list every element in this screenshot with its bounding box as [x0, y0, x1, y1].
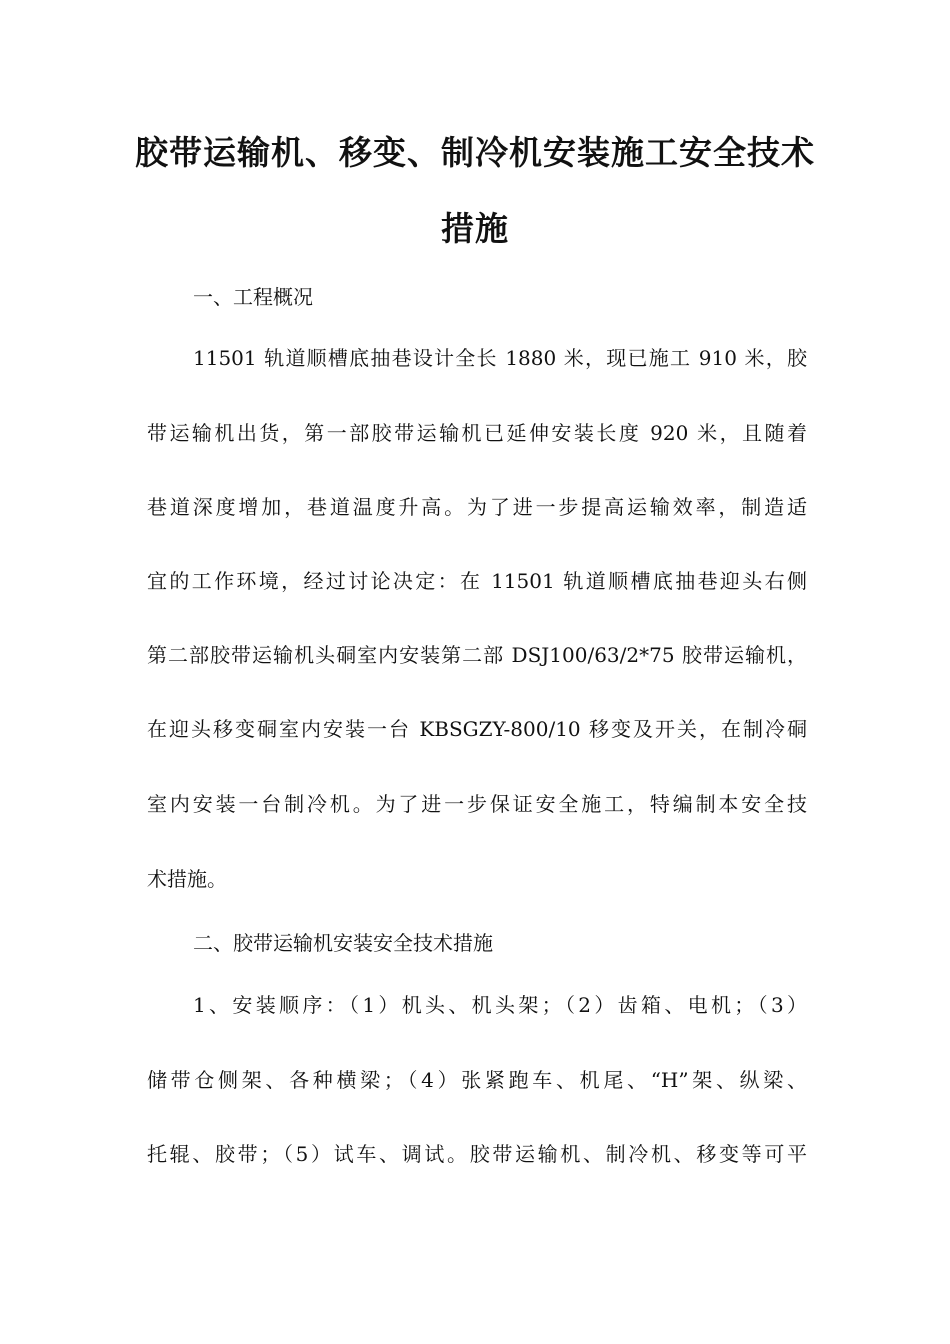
paragraph-line: 带运输机出货，第一部胶带运输机已延伸安装长度 920 米，且随着: [147, 421, 807, 445]
paragraph-line: 11501 轨道顺槽底抽巷设计全长 1880 米，现已施工 910 米，胶: [193, 346, 807, 370]
paragraph-line: 巷道深度增加，巷道温度升高。为了进一步提高运输效率，制造适: [147, 495, 807, 519]
paragraph-line: 术措施。: [147, 867, 227, 891]
section-heading-overview: 一、工程概况: [193, 285, 313, 309]
paragraph-line: 储带仓侧架、各种横梁；（4）张紧跑车、机尾、“H”架、纵梁、: [147, 1068, 807, 1092]
section-heading-belt-conveyor-safety: 二、胶带运输机安装安全技术措施: [193, 931, 493, 955]
paragraph-line: 第二部胶带运输机头硐室内安装第二部 DSJ100/63/2*75 胶带运输机，: [147, 643, 807, 667]
document-title-line-2: 措施: [441, 209, 509, 248]
paragraph-line: 托辊、胶带；（5）试车、调试。胶带运输机、制冷机、移变等可平: [147, 1142, 807, 1166]
paragraph-line: 在迎头移变硐室内安装一台 KBSGZY-800/10 移变及开关，在制冷硐: [147, 717, 807, 741]
document-title-line-1: 胶带运输机、移变、制冷机安装施工安全技术: [135, 133, 815, 172]
paragraph-line: 1、安装顺序：（1）机头、机头架；（2）齿箱、电机；（3）: [193, 993, 807, 1017]
paragraph-line: 宜的工作环境，经过讨论决定：在 11501 轨道顺槽底抽巷迎头右侧: [147, 569, 807, 593]
paragraph-line: 室内安装一台制冷机。为了进一步保证安全施工，特编制本安全技: [147, 792, 807, 816]
